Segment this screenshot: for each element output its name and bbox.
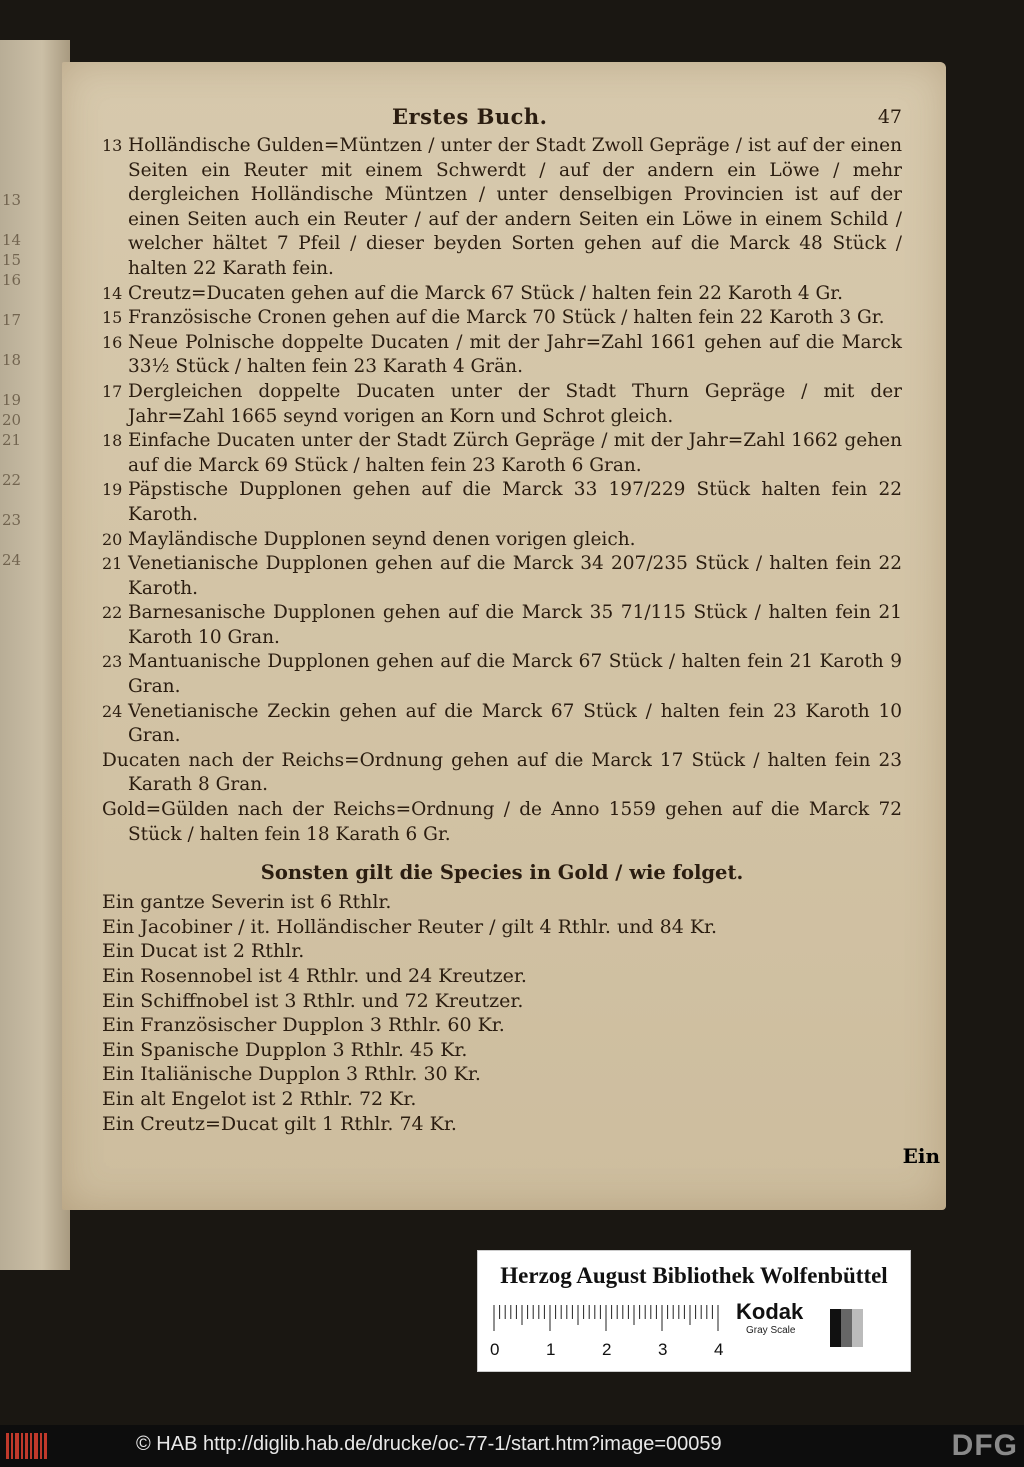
- entry-number: 22: [102, 603, 123, 623]
- entry-text: Holländische Gulden=Müntzen / unter der Stadt Zwoll Gepräge / ist auf der einen Seiten ein Reuter mit einem Schwerdt / auf der andern ein Löwe / mehr dergleichen Holländische Müntzen / unter denselbigen Provincien ist auf der einen Seiten auch ein Reuter / auf der andern Seiten ein Löwe in einem Schild / welcher hältet 7 Pfeil / dieser beyden Sorten gehen auf die Marck 48 Stück / halten 22 Karath fein.: [128, 135, 902, 279]
- facing-page-fragment: 19: [2, 391, 22, 409]
- facing-page-fragment: [2, 370, 60, 390]
- kodak-logo: Kodak: [736, 1299, 804, 1324]
- footer-bar: [0, 1425, 1024, 1467]
- ordinance-line: Gold=Gülden nach der Reichs=Ordnung / de Anno 1559 gehen auf die Marck 72 Stück / halten fein 18 Karath 6 Gr.: [102, 799, 902, 845]
- ordinance-lines: [102, 749, 902, 847]
- entry-number: 21: [102, 554, 123, 574]
- entry-item: [102, 429, 902, 478]
- gray-scale-label: Gray Scale: [746, 1325, 796, 1336]
- facing-page-fragment: 16: [2, 271, 22, 289]
- facing-page-fragment: [2, 530, 60, 550]
- library-label-card: [477, 1250, 911, 1372]
- section-heading: Sonsten gilt die Species in Gold / wie folget.: [260, 861, 744, 885]
- entry-number: 15: [102, 308, 123, 328]
- ruler-scale: [492, 1303, 722, 1359]
- gray-scale-patch: [830, 1309, 874, 1347]
- entry-item: [102, 331, 902, 380]
- page-number: 47: [877, 106, 902, 128]
- entry-item: [102, 134, 902, 282]
- entry-text: Französische Cronen gehen auf die Marck 70 Stück / halten fein 22 Karoth 3 Gr.: [128, 307, 885, 329]
- coin-value-line: Ein Spanische Dupplon 3 Rthlr. 45 Kr.: [102, 1038, 468, 1061]
- running-title: Erstes Buch.: [392, 104, 548, 129]
- facing-page-fragment: 18: [2, 351, 22, 369]
- facing-page-fragment: [2, 210, 60, 230]
- running-head: [102, 100, 902, 134]
- coin-value-line: Ein Creutz=Ducat gilt 1 Rthlr. 74 Kr.: [102, 1112, 457, 1135]
- ruler-digit: 4: [714, 1340, 724, 1359]
- facing-page-fragment: 24: [2, 551, 22, 569]
- facing-page-fragment: [2, 450, 60, 470]
- facing-page-fragment: [2, 290, 60, 310]
- entry-number: 16: [102, 332, 123, 352]
- entry-item: [102, 552, 902, 601]
- entry-number: 17: [102, 381, 123, 401]
- facing-page-fragment: 14: [2, 231, 22, 249]
- entry-text: Mantuanische Dupplonen gehen auf die Marck 67 Stück / halten fein 21 Karoth 9 Gran.: [128, 651, 902, 698]
- hab-barcode-icon: [6, 1431, 50, 1461]
- entry-text: Venetianische Zeckin gehen auf die Marck 67 Stück / halten fein 23 Karoth 10 Gran.: [128, 700, 902, 747]
- facing-page-fragment: 15: [2, 251, 22, 269]
- facing-page-edge: [0, 40, 70, 1270]
- entry-item: [102, 650, 902, 699]
- coin-value-line: Ein alt Engelot ist 2 Rthlr. 72 Kr.: [102, 1087, 417, 1110]
- entry-item: [102, 528, 902, 553]
- entry-text: Neue Polnische doppelte Ducaten / mit der Jahr=Zahl 1661 gehen auf die Marck 33½ Stück / halten fein 23 Karath 4 Grän.: [128, 331, 902, 378]
- ruler-digit: 0: [490, 1340, 500, 1359]
- entry-number: 18: [102, 431, 123, 451]
- coin-value-line: Ein gantze Severin ist 6 Rthlr.: [102, 891, 392, 914]
- entry-text: Dergleichen doppelte Ducaten unter der Stadt Thurn Gepräge / mit der Jahr=Zahl 1665 seynd vorigen an Korn und Schrot gleich.: [128, 380, 902, 427]
- facing-page-fragment: 21: [2, 431, 22, 449]
- facing-page-fragment: 22: [2, 471, 22, 489]
- entry-number: 23: [102, 652, 123, 672]
- coin-value-line: Ein Jacobiner / it. Holländischer Reuter / gilt 4 Rthlr. und 84 Kr.: [102, 915, 718, 938]
- facing-page-fragment: 23: [2, 511, 22, 529]
- numbered-entries: [102, 134, 902, 749]
- facing-page-fragment: 13: [2, 191, 22, 209]
- entry-item: [102, 306, 902, 331]
- ruler-digit: 3: [658, 1340, 668, 1359]
- entry-number: 24: [102, 701, 123, 721]
- facing-page-fragment: [2, 330, 60, 350]
- copyright-link[interactable]: © HAB http://diglib.hab.de/drucke/oc-77-1/start.htm?image=00059: [136, 1433, 722, 1455]
- book-page: [62, 62, 946, 1210]
- coin-value-line: Ein Ducat ist 2 Rthlr.: [102, 940, 305, 963]
- ordinance-line: Ducaten nach der Reichs=Ordnung gehen auf die Marck 17 Stück / halten fein 23 Karath 8 Gran.: [102, 749, 902, 796]
- entry-text: Venetianische Dupplonen gehen auf die Marck 34 207/235 Stück / halten fein 22 Karoth.: [128, 553, 902, 599]
- entry-item: [102, 601, 902, 650]
- coin-value-line: Ein Schiffnobel ist 3 Rthlr. und 72 Kreutzer.: [102, 989, 524, 1012]
- entry-item: [102, 478, 902, 527]
- entry-item: [102, 700, 902, 749]
- ruler-digit: 2: [602, 1340, 612, 1359]
- library-name: Herzog August Bibliothek Wolfenbüttel: [500, 1263, 888, 1288]
- coin-value-line: Ein Französischer Dupplon 3 Rthlr. 60 Kr.: [102, 1014, 505, 1037]
- dfg-logo: DFG: [951, 1429, 1018, 1462]
- coin-value-line: Ein Italiänische Dupplon 3 Rthlr. 30 Kr.: [102, 1063, 481, 1086]
- facing-page-fragment: 17: [2, 311, 22, 329]
- facing-page-fragment: [2, 490, 60, 510]
- page-text-block: [102, 100, 902, 1136]
- coin-value-line: Ein Rosennobel ist 4 Rthlr. und 24 Kreutzer.: [102, 965, 527, 987]
- entry-item: [102, 282, 902, 307]
- facing-page-fragment: 20: [2, 411, 22, 429]
- coin-value-list: [102, 890, 902, 1136]
- entry-text: Mayländische Dupplonen seynd denen vorigen gleich.: [128, 528, 636, 550]
- entry-item: [102, 380, 902, 429]
- ruler-digit: 1: [546, 1340, 556, 1359]
- entry-number: 20: [102, 529, 123, 549]
- entry-number: 14: [102, 283, 123, 303]
- entry-number: 19: [102, 480, 123, 500]
- entry-text: Barnesanische Dupplonen gehen auf die Marck 35 71/115 Stück / halten fein 21 Karoth 10 Gran.: [128, 602, 902, 648]
- entry-text: Creutz=Ducaten gehen auf die Marck 67 Stück / halten fein 22 Karoth 4 Gr.: [128, 282, 843, 304]
- entry-text: Einfache Ducaten unter der Stadt Zürch Gepräge / mit der Jahr=Zahl 1662 gehen auf die Marck 69 Stück / halten fein 23 Karoth 6 Gran.: [128, 430, 902, 476]
- facing-page-fragments: [2, 190, 60, 570]
- catchword: Ein: [902, 1144, 940, 1168]
- entry-number: 13: [102, 136, 123, 155]
- entry-text: Päpstische Dupplonen gehen auf die Marck 33 197/229 Stück halten fein 22 Karoth.: [128, 479, 902, 525]
